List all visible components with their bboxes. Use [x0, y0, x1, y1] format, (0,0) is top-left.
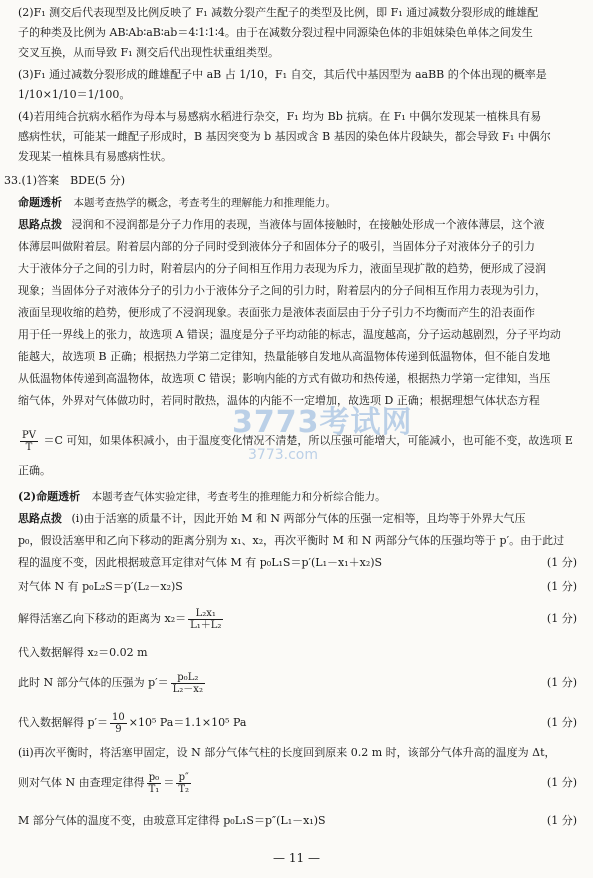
watermark-logo: 3773考试网 [232, 405, 413, 440]
text-line: 液面呈现收缩的趋势，便形成了不浸润现象。表面张力是液体表面层由于分子引力不均衡而产生的沿表面作 [18, 306, 535, 319]
text-line: 发现某一植株具有易感病性状。 [18, 150, 172, 163]
hint-line [18, 510, 581, 528]
equation-line [18, 768, 581, 798]
equation-prefix: 此时 N 部分气体的压强为 p′＝ [18, 676, 169, 689]
points-label: (1 分) [546, 814, 577, 827]
equation-line: 程的温度不变，因此根据玻意耳定律对气体 M 有 p₀L₁S＝p′(L₁－x₁＋x₂)S [18, 556, 383, 569]
question-33-heading: 33.(1)答案 BDE(5 分) [4, 174, 126, 187]
points-label: (1 分) [546, 676, 577, 689]
fraction-ten-ninths: $\frac{10}{9}$ [112, 711, 125, 735]
text-line: (2)F₁ 测交后代表现型及比例反映了 F₁ 减数分裂产生配子的类型及比例，即 F₁ 通过减数分裂形成的雌雄配 [18, 6, 539, 19]
analysis-line [18, 488, 581, 506]
formula-text: ＝C 可知，如果体积减小，由于温度变化情况不清楚，所以压强可能增大，可能减小，也可能不变，故选项 E [43, 434, 573, 447]
text-line: 体薄层叫做附着层。附着层内部的分子同时受到液体分子和固体分子的吸引，当固体分子对液体分子的引力 [18, 240, 535, 253]
fraction-p2-t2: $\frac{p''}{\text{T₂}}$ [178, 771, 189, 795]
fraction-pv-t: $\frac{PV}{T}$ [22, 429, 36, 453]
fraction-x2: $\frac{\text{L₂x₁}}{\text{L₁＋L₂}}$ [190, 607, 222, 631]
equation-line [18, 668, 581, 698]
equation-prefix: 代入数据解得 p′＝ [18, 716, 109, 729]
text-line: 子的种类及比例为 AB∶Ab∶aB∶ab＝4∶1∶1∶4。由于在减数分裂过程中同源染色体的非姐妹染色单体之间发生 [18, 26, 533, 39]
fraction-p0-t1: $\frac{\text{p₀}}{\text{T₁}}$ [148, 771, 160, 795]
label-analysis-2: (2)命题透析 [18, 490, 81, 503]
text-line: (ⅱ)再次平衡时，将活塞甲固定，设 N 部分气体气柱的长度回到原来 0.2 m 时，该部分气体升高的温度为 Δt， [18, 746, 556, 759]
text-line: 感病性状，可能某一雌配子形成时，B 基因突变为 b 基因或含 B 基因的染色体片段缺失，都会导致 F₁ 中偶尔 [18, 130, 551, 143]
text-line: 正确。 [18, 464, 51, 477]
equation-line: 代入数据解得 x₂＝0.02 m [18, 646, 148, 659]
equation-line [18, 708, 581, 738]
equation-line: 对气体 N 有 p₀L₂S＝p′(L₂－x₂)S [18, 580, 183, 593]
text-line: p₀，假设活塞甲和乙向下移动的距离分别为 x₁、x₂，再次平衡时 M 和 N 两部分气体的压强均等于 p′。由于此过 [18, 534, 565, 547]
points-label: (1 分) [546, 580, 577, 593]
text-line: 1/10×1/10＝1/100。 [18, 88, 131, 101]
analysis-line [18, 194, 581, 212]
fraction-p-prime: $\frac{\text{p₀L₂}}{\text{L₂－x₂}}$ [172, 671, 203, 695]
hint-text: 浸润和不浸润都是分子力作用的表现，当液体与固体接触时，在接触处形成一个液体薄层，这个液 [71, 218, 545, 231]
points-label: (1 分) [546, 556, 577, 569]
analysis-text-2: 本题考查气体实验定律，考查考生的推理能力和分析综合能力。 [91, 491, 386, 503]
equation-prefix: 则对气体 N 由查理定律得 [18, 776, 145, 789]
text-line: 从低温物体传递到高温物体，故选项 C 错误；影响内能的方式有做功和热传递，根据热力学第一定律知，当压 [18, 372, 551, 385]
text-line: (4)若用纯合抗病水稻作为母本与易感病水稻进行杂交，F₁ 均为 Bb 抗病。在 F₁ 中偶尔发现某一植株具有易 [18, 110, 542, 123]
watermark-url: 3773.com [248, 447, 318, 463]
hint-text-2: (ⅰ)由于活塞的质量不计，因此开始 M 和 N 两部分气体的压强一定相等，且均等于外界大气压 [71, 512, 526, 525]
text-line: 缩气体，外界对气体做功时，若同时散热，温体的内能不一定增加，故选项 D 正确；根据理想气体状态方程 [18, 394, 540, 407]
equation-prefix: 解得活塞乙向下移动的距离为 x₂＝ [18, 612, 187, 625]
text-line: 用于任一界线上的张力，故选项 A 错误；温度是分子平均动能的标志，温度越高，分子运动越剧烈，分子平均动 [18, 328, 561, 341]
hint-line [18, 216, 581, 234]
page-number: — 11 — [273, 851, 320, 865]
equals-sign: ＝ [163, 776, 175, 789]
points-label: (1 分) [546, 612, 577, 625]
text-line: 能越大，故选项 B 正确；根据热力学第二定律知，热量能够自发地从高温物体传递到低温物体，但不能自发地 [18, 350, 551, 363]
equation-line: M 部分气体的温度不变，由玻意耳定律得 p₀L₁S＝p″(L₁－x₁)S [18, 814, 326, 827]
text-line: 现象；当固体分子对液体分子的引力小于液体分子之间的引力时，附着层内的分子间相互作用力表现为引力， [18, 284, 546, 297]
text-line: 交叉互换，从而导致 F₁ 测交后代出现性状重组类型。 [18, 46, 280, 59]
points-label: (1 分) [546, 716, 577, 729]
equation-line [18, 604, 581, 634]
label-hint: 思路点拨 [18, 218, 62, 231]
equation-suffix: ×10⁵ Pa＝1.1×10⁵ Pa [128, 716, 247, 729]
label-hint-2: 思路点拨 [18, 512, 62, 525]
analysis-text: 本题考查热学的概念，考查考生的理解能力和推理能力。 [73, 197, 336, 209]
text-line: 大于液体分子之间的引力时，附着层内的分子间相互作用力表现为斥力，液面呈现扩散的趋势，便形成了浸润 [18, 262, 546, 275]
text-line: (3)F₁ 通过减数分裂形成的雌雄配子中 aB 占 1/10，F₁ 自交，其后代中基因型为 aaBB 的个体出现的概率是 [18, 68, 547, 81]
points-label: (1 分) [546, 776, 577, 789]
label-analysis: 命题透析 [18, 196, 62, 209]
